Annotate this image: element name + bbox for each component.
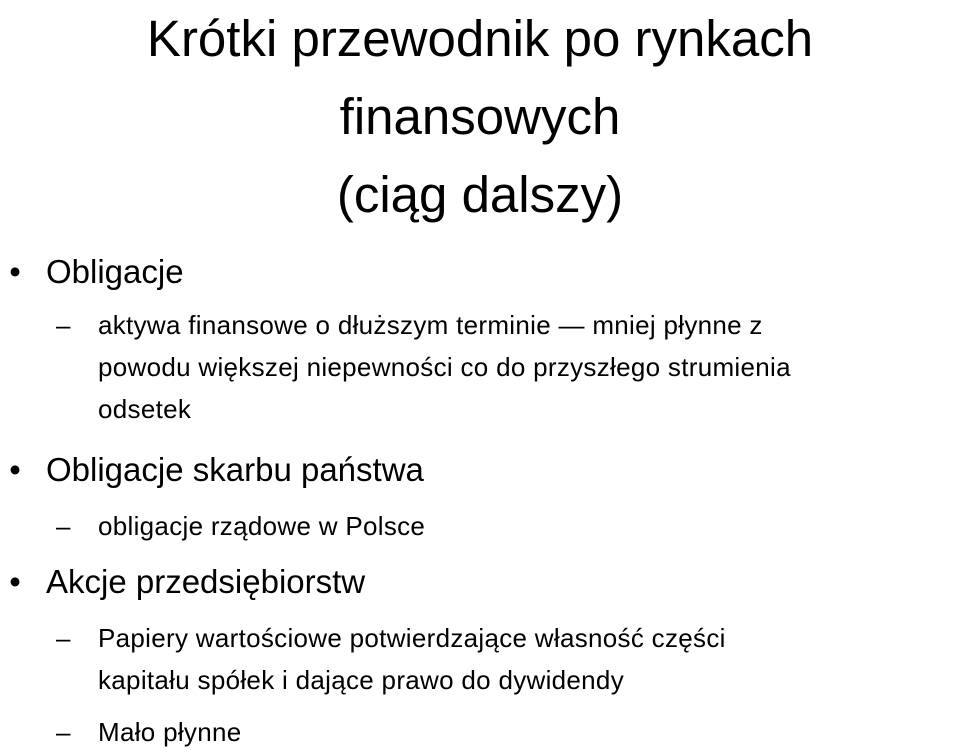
bullet-icon: • <box>9 253 21 290</box>
sub-line: Papiery wartościowe potwierdzające własność części <box>98 623 726 653</box>
bullet-icon: • <box>9 563 21 600</box>
dash-icon: – <box>56 623 71 653</box>
sub-line: obligacje rządowe w Polsce <box>98 511 426 541</box>
sub-line: kapitału spółek i dające prawo do dywidendy <box>98 665 624 695</box>
bullet-text: Obligacje <box>46 253 184 290</box>
bullet-text: Akcje przedsiębiorstw <box>46 563 366 600</box>
sub-line: Mało płynne <box>98 717 242 747</box>
title-line-1: Krótki przewodnik po rynkach <box>146 10 814 67</box>
sub-bullet-text <box>98 711 958 753</box>
bullet-text: Obligacje skarbu państwa <box>46 451 424 488</box>
sub-line: powodu większej niepewności co do przyszłego strumienia <box>98 352 791 382</box>
title-line-2: finansowych <box>339 88 621 145</box>
sub-line: odsetek <box>98 394 192 424</box>
bullet-icon: • <box>9 451 21 488</box>
dash-icon: – <box>56 717 71 747</box>
sub-bullet-text <box>98 304 958 430</box>
sub-line: aktywa finansowe o dłuższym terminie — mniej płynne z <box>98 310 763 340</box>
dash-icon: – <box>56 511 71 541</box>
title-line-3: (ciąg dalszy) <box>336 166 624 223</box>
sub-bullet-text <box>98 617 958 701</box>
dash-icon: – <box>56 310 71 340</box>
sub-bullet-text <box>98 505 958 547</box>
